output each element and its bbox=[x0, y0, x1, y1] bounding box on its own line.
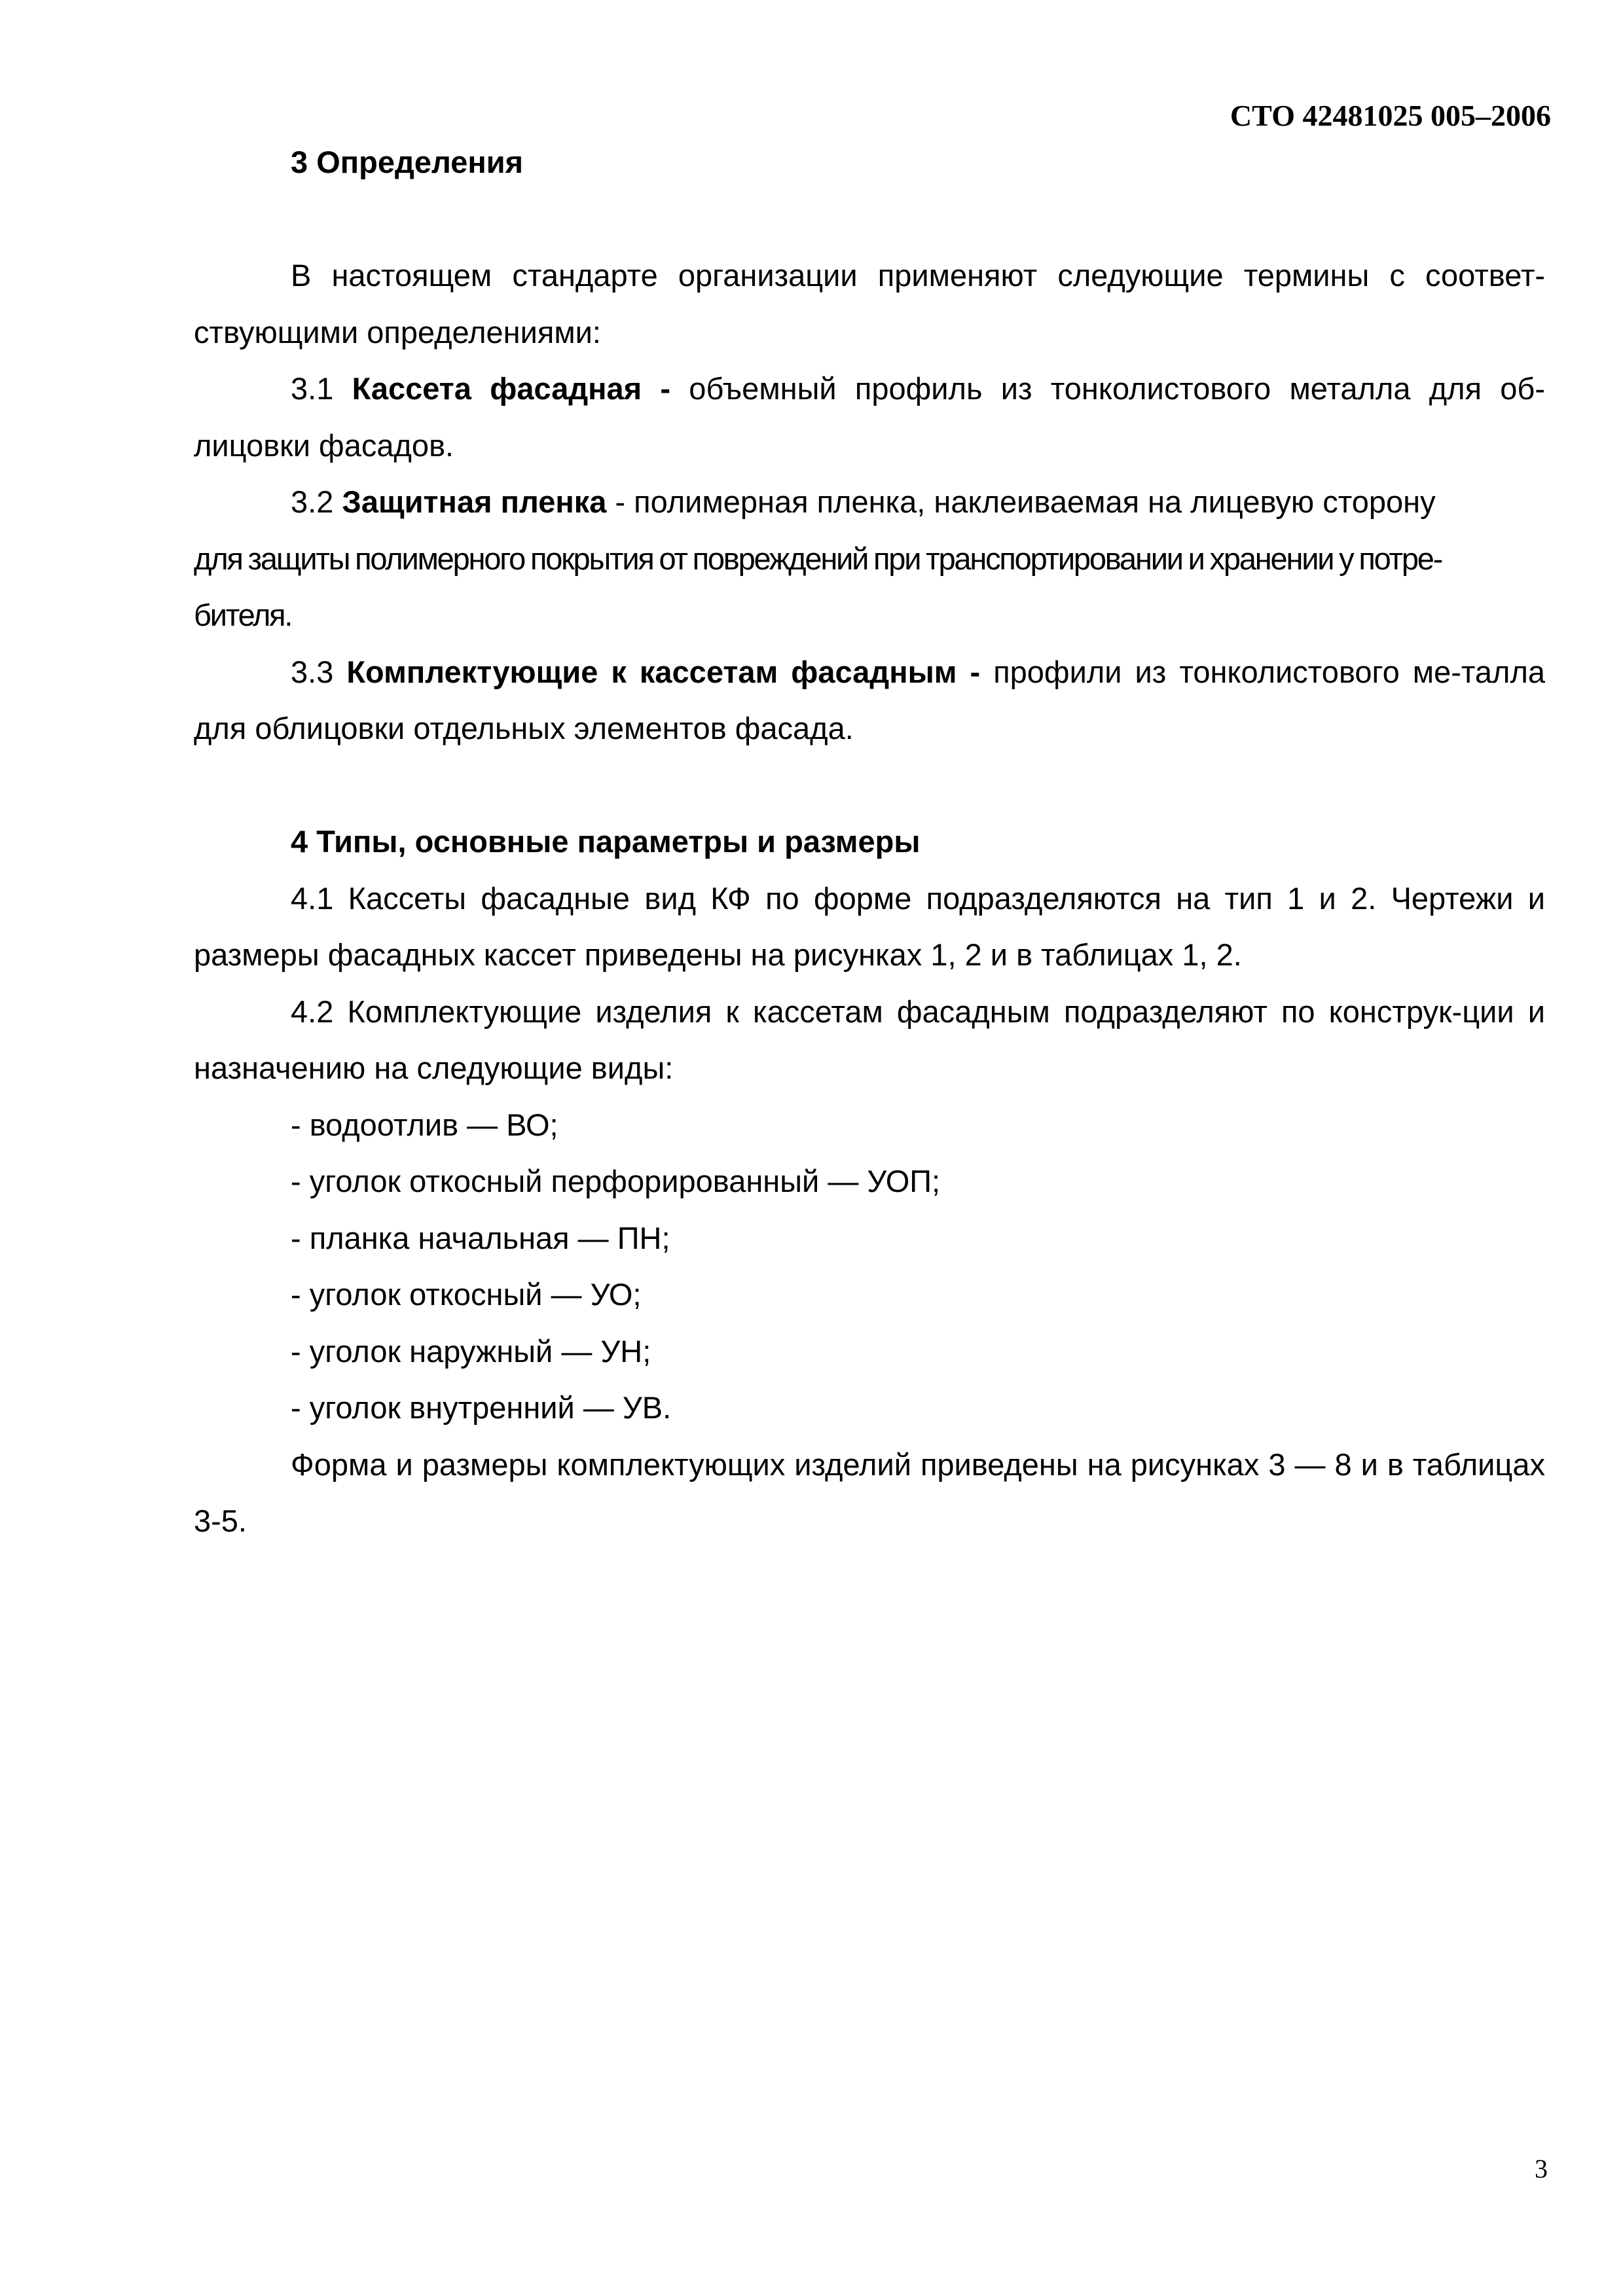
list-item: - планка начальная — ПН; bbox=[291, 1220, 670, 1255]
definition-3-2-end: бителя. bbox=[194, 598, 292, 632]
list-item: - уголок внутренний — УВ. bbox=[291, 1390, 672, 1425]
section-3-intro: В настоящем стандарте организации применяют следующие термины с соответ-ствующими определениями: bbox=[194, 258, 1545, 350]
definition-3-2 bbox=[194, 474, 1545, 531]
definition-term: Комплектующие к кассетам фасадным - bbox=[346, 654, 981, 689]
list-item: - уголок наружный — УН; bbox=[291, 1333, 651, 1369]
document-code: СТО 42481025 005–2006 bbox=[1230, 99, 1551, 132]
definition-3-1 bbox=[194, 361, 1545, 474]
page-content bbox=[194, 134, 1545, 1550]
definition-number: 3.2 bbox=[291, 484, 334, 519]
definition-text: профили из тонколистового ме-талла для облицовки отдельных элементов фасада. bbox=[194, 654, 1546, 745]
spacer bbox=[194, 191, 1545, 248]
page-number: 3 bbox=[1535, 2154, 1548, 2183]
list-item: - водоотлив — ВО; bbox=[291, 1107, 558, 1142]
definition-3-3 bbox=[194, 644, 1545, 757]
definition-number: 3.3 bbox=[291, 654, 334, 689]
spacer bbox=[194, 757, 1545, 814]
definition-term: Защитная пленка bbox=[342, 484, 607, 519]
definition-number: 3.1 bbox=[291, 371, 334, 406]
paragraph-form-and-sizes: Форма и размеры комплектующих изделий приведены на рисунках 3 — 8 и в таблицах 3-5. bbox=[194, 1446, 1545, 1538]
list-item: - уголок откосный — УО; bbox=[291, 1277, 642, 1312]
list-item: - уголок откосный перфорированный — УОП; bbox=[291, 1164, 941, 1198]
section-3-title: 3 Определения bbox=[291, 145, 524, 179]
section-4-title: 4 Типы, основные параметры и размеры bbox=[291, 824, 921, 859]
definition-term: Кассета фасадная - bbox=[352, 371, 671, 406]
definition-3-2-continued: для защиты полимерного покрытия от повреждений при транспортировании и хранении у потре- bbox=[194, 541, 1442, 576]
paragraph-4-2: 4.2 Комплектующие изделия к кассетам фасадным подразделяют по конструк-ции и назначению на следующие виды: bbox=[194, 994, 1545, 1085]
definition-text: - полимерная пленка, наклеиваемая на лицевую сторону bbox=[606, 484, 1436, 519]
definition-text: объемный профиль из тонколистового металла для об-лицовки фасадов. bbox=[194, 371, 1545, 463]
paragraph-4-1: 4.1 Кассеты фасадные вид КФ по форме подразделяются на тип 1 и 2. Чертежи и размеры фасадных кассет приведены на рисунках 1, 2 и в таблицах 1, 2. bbox=[194, 880, 1545, 972]
